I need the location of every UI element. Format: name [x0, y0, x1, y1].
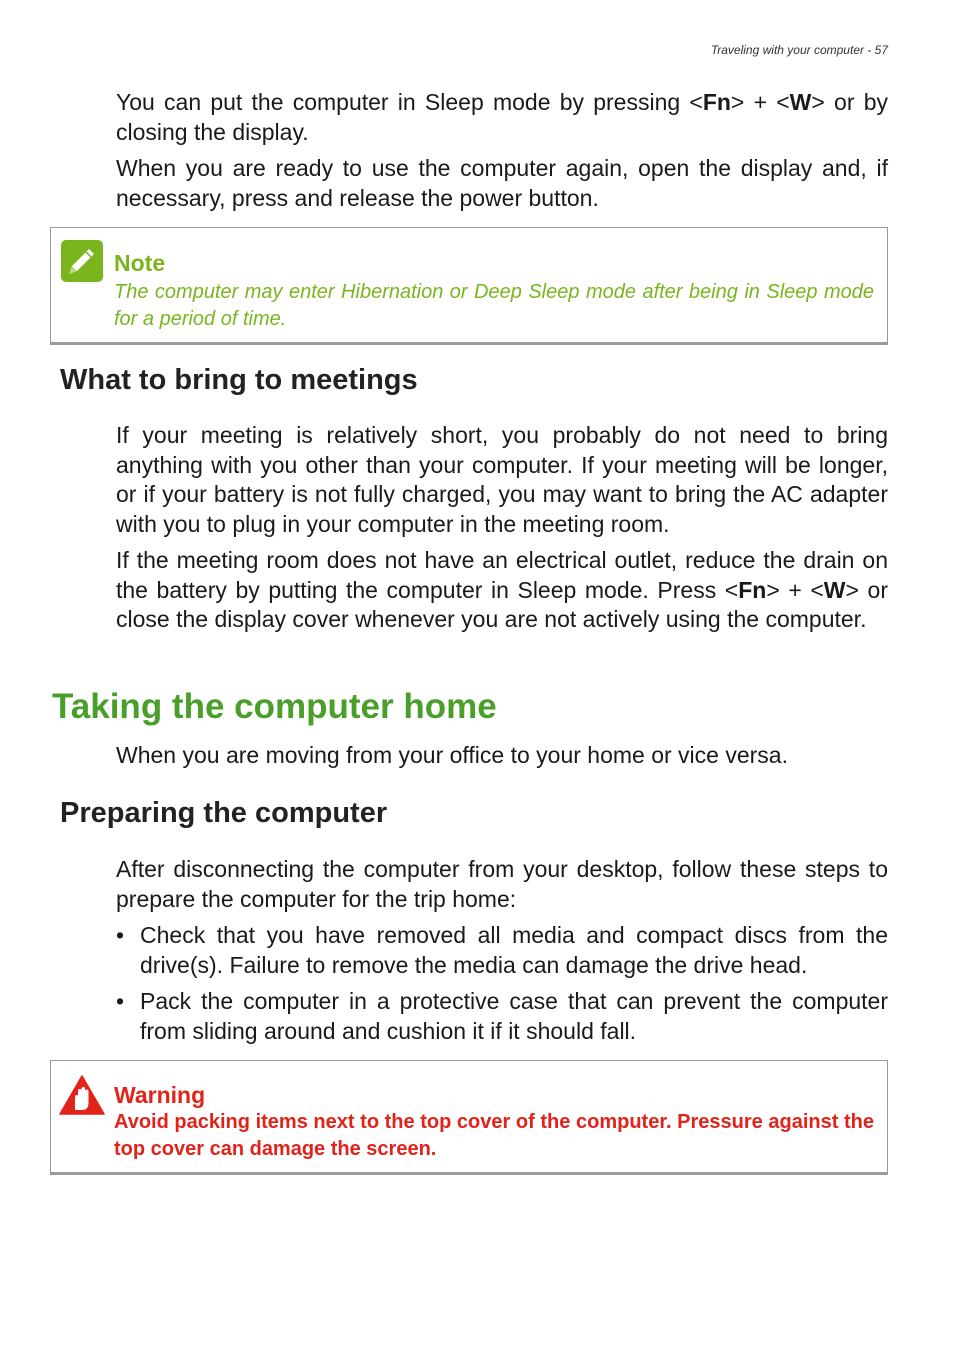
section-heading-preparing: Preparing the computer	[60, 797, 388, 829]
warning-title: Warning	[114, 1082, 206, 1108]
note-box	[50, 227, 888, 345]
home-intro: When you are moving from your office to your home or vice versa.	[116, 742, 788, 768]
warning-box	[50, 1060, 888, 1175]
note-text: The computer may enter Hibernation or Deep Sleep mode after being in Sleep mode for a period of time.	[114, 281, 874, 330]
page-header: Traveling with your computer - 57	[710, 43, 888, 57]
bullet-symbol: •	[116, 922, 125, 948]
list-item	[116, 987, 888, 1046]
w-key: W	[823, 576, 846, 603]
list-item	[116, 921, 888, 980]
warning-text: Avoid packing items next to the top cover of the computer. Pressure against the top cover can damage the screen.	[114, 1111, 874, 1160]
list-item-text: Check that you have removed all media and compact discs from the drive(s). Failure to remove the media can damage the drive head.	[140, 922, 888, 978]
fn-key: Fn	[702, 89, 731, 115]
bullet-symbol: •	[116, 988, 125, 1014]
intro-paragraph-2: When you are ready to use the computer again, open the display and, if necessary, press and release the power button.	[116, 155, 888, 211]
w-key: W	[789, 89, 812, 115]
list-item-text: Pack the computer in a protective case that can prevent the computer from sliding around and cushion it if it should fall.	[140, 988, 888, 1044]
intro-paragraph-1: You can put the computer in Sleep mode by pressing <Fn> + <W> or by closing the display.	[116, 89, 888, 145]
pencil-icon	[61, 240, 103, 282]
preparing-intro: After disconnecting the computer from your desktop, follow these steps to prepare the computer for the trip home:	[116, 856, 888, 912]
fn-key: Fn	[738, 576, 767, 603]
meetings-paragraph-1: If your meeting is relatively short, you probably do not need to bring anything with you other than your computer. If your meeting will be longer, or if your battery is not fully charged, you may want to bring the AC adapter with you to plug in your computer in the meeting room.	[116, 422, 888, 537]
chapter-heading-home: Taking the computer home	[52, 687, 497, 726]
section-heading-meetings: What to bring to meetings	[60, 364, 418, 396]
warning-hand-icon	[59, 1075, 105, 1115]
note-title: Note	[114, 250, 166, 276]
meetings-paragraph-2: If the meeting room does not have an electrical outlet, reduce the drain on the battery by putting the computer in Sleep mode. Press <Fn> + <W> or close the display cover whenever you are not actively using the computer.	[116, 547, 888, 632]
